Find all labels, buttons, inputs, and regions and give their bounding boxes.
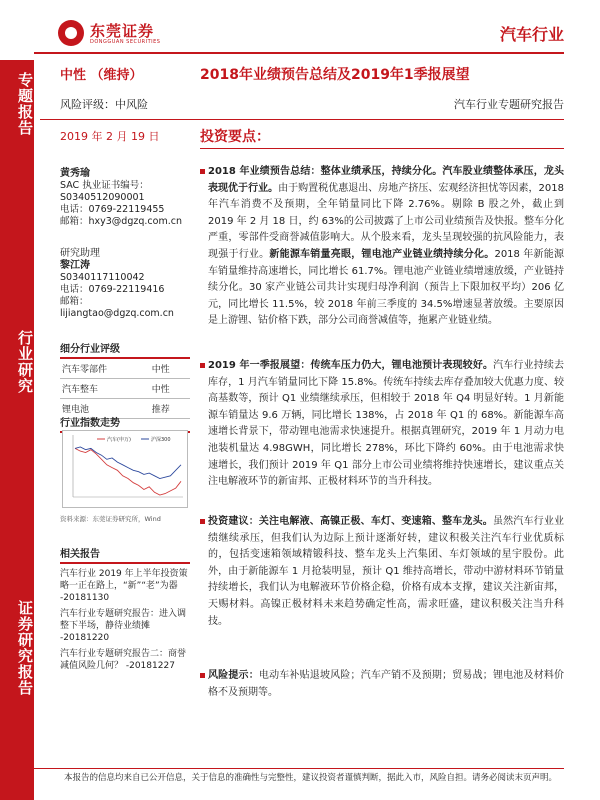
rating-label: 中性 （维持）	[60, 68, 143, 83]
logo-subtitle: DONGGUAN SECURITIES	[90, 39, 161, 45]
assistant-tel: 电话：0769-22119416	[60, 284, 165, 295]
sub-rating-value: 推荐	[150, 399, 190, 419]
point-block-advice	[208, 514, 564, 630]
point-block-q1	[208, 358, 564, 491]
related-report-link[interactable]: 汽车行业专题研究报告：进入调整下半场，静待业绩摊 -20181220	[60, 609, 187, 643]
header-divider	[34, 52, 564, 54]
side-label-securities-research: 证券研究报告	[16, 600, 34, 696]
bullet-icon	[200, 519, 205, 524]
table-row	[60, 379, 190, 399]
legend-hs300: 沪深300	[151, 437, 171, 443]
index-chart	[62, 430, 188, 508]
related-report-link[interactable]: 汽车行业 2019 年上半年投资策略一正在路上，“新”“老”为器 -20181130	[60, 569, 188, 603]
index-chart-svg	[63, 431, 187, 507]
risk-rating: 风险评级：中风险	[60, 98, 148, 111]
sub-rating-table	[60, 359, 190, 419]
point-body: 由于购置税优惠退出、房地产挤压、宏观经济担忧等因素，2018 年汽车消费不及预期，全年销量同比下降 2.76%。剔除 B 股之外，截止到 2019 年 2 月 18 日，约 63%的公司披露了上市公司业绩预告及快报。整车分化严重，零部件受商誉减值影响大。从个股来看，龙头呈现较强的抗风险能力，表现强于行业。	[208, 182, 565, 260]
related-section	[60, 545, 190, 676]
sub-rating-name: 锂电池	[60, 399, 150, 419]
point-lead: 投资建议：关注电解液、高镍正极、车灯、变速箱、整车龙头。	[208, 516, 493, 527]
point-paragraph	[208, 514, 564, 630]
point-paragraph	[208, 164, 564, 330]
legend-auto: 汽车(申万)	[107, 437, 131, 443]
logo-name: 东莞证券	[90, 22, 155, 40]
related-report-link[interactable]: 汽车行业专题研究报告二：商誉减值风险几何？ -20181227	[60, 649, 187, 671]
sub-rating-value: 中性	[150, 359, 190, 379]
chart-legend	[97, 436, 171, 443]
point-lead: 2019 年一季报展望：传统车压力仍大，锂电池预计表现较好。	[208, 360, 494, 371]
bullet-icon	[200, 673, 205, 678]
point-paragraph	[208, 358, 564, 491]
analyst-name: 黄秀瑜	[60, 168, 90, 179]
assistant-mail-label: 邮箱：	[60, 296, 89, 307]
analyst-cert: S0340512090001	[60, 192, 145, 203]
table-row	[60, 359, 190, 379]
assistant-block	[60, 248, 190, 320]
footer-disclaimer: 本报告的信息均来自已公开信息，关于信息的准确性与完整性，建议投资者谨慎判断，据此入市，风险自担。请务必阅读末页声明。	[64, 773, 558, 783]
footer-divider	[34, 768, 564, 769]
assistant-name: 黎江涛	[60, 260, 90, 271]
point-block-2018	[208, 164, 564, 330]
assistant-role: 研究助理	[60, 248, 100, 259]
bullet-icon	[200, 169, 205, 174]
analyst-block	[60, 168, 190, 228]
subheader-divider	[40, 119, 564, 120]
analyst-mail[interactable]: 邮箱：hxy3@dgzq.com.cn	[60, 216, 182, 227]
sub-rating-title: 细分行业评级	[60, 340, 190, 359]
point-body: 虽然汽车行业业绩继续承压，但我们认为边际上预计逐渐好转，建议积极关注汽车行业优质标的，包括变速箱领域精锻科技、整车龙头上汽集团、车灯领域的星宇股份。此外，由于新能源车 1 月抢装明显，预计 Q1 维持高增长，带动中游材料环节销量持续增长，我们认为电解液环节价格企稳，价格有成本支撑，建议关注新宙邦，天赐材料。高镍正极材料未来趋势确定性高，需求旺盛，建议积极关注当升科技。	[208, 516, 565, 627]
sub-rating-name: 汽车零部件	[60, 359, 150, 379]
point-paragraph	[208, 668, 564, 701]
assistant-cert: S0340117110042	[60, 272, 145, 283]
point-lead-2: 新能源车销量亮眼，锂电池产业链业绩持续分化。	[269, 248, 495, 260]
point-body-2: 2018 年新能源车销量维持高速增长，同比增长 61.7%。锂电池产业链业绩增速放缓，产业链持续分化。30 家产业链公司共计实现归母净利润（预告上下限加权平均）206 亿元，同比增长 11.5%，较 2018 年前三季度的 34.5%增速显著放缓。主要原因是上游锂、钴价格下跌，部分公司商誉减值等，拖累产业链业绩。	[208, 248, 565, 327]
bullet-icon	[200, 363, 205, 368]
investment-points-title: 投资要点：	[200, 129, 270, 145]
report-type: 汽车行业专题研究报告	[454, 98, 564, 111]
series-hs300	[75, 447, 181, 479]
index-chart-source: 资料来源：东莞证券研究所，Wind	[60, 515, 161, 523]
sub-rating-section	[60, 340, 190, 419]
assistant-mail[interactable]: lijiangtao@dgzq.com.cn	[60, 308, 174, 319]
sub-rating-value: 中性	[150, 379, 190, 399]
point-body: 电动车补贴退坡风险；汽车产销不及预期；贸易战；锂电池及材料价格不及预期等。	[208, 670, 565, 698]
index-chart-title: 行业指数走势	[60, 414, 190, 433]
side-label-special-report: 专题报告	[16, 72, 34, 136]
industry-title: 汽车行业	[499, 25, 564, 44]
point-lead: 风险提示：	[208, 670, 259, 681]
report-date: 2019 年 2 月 19 日	[60, 130, 160, 143]
analyst-cert-label: SAC 执业证书编号：	[60, 180, 149, 191]
side-label-industry-research: 行业研究	[16, 330, 34, 394]
sub-rating-name: 汽车整车	[60, 379, 150, 399]
related-title: 相关报告	[60, 545, 190, 564]
investment-points-divider	[200, 148, 564, 149]
report-title: 2018年业绩预告总结及2019年1季报展望	[200, 67, 470, 83]
series-auto	[75, 448, 181, 495]
point-lead: 2018 年业绩预告总结：整体业绩承压，持续分化。汽车股业绩整体承压，龙头表现优于行业。	[208, 166, 564, 194]
logo-icon	[58, 20, 84, 46]
analyst-tel: 电话：0769-22119455	[60, 204, 165, 215]
point-body: 汽车行业持续去库存，1 月汽车销量同比下降 15.8%。传统车持续去库存叠加较大优惠力度、较高基数等，预计 Q1 业绩继续承压，但相较于 2018 年 Q4 明显好转。1 月新能源车销量达 9.6 万辆，同比增长 138%，占 2018 年 Q1 的 68%。新能源车高速增长背景下，带动锂电池需求快速提升。根据真锂研究，2019 年 1 月动力电池装机量达 4.98GWH，同比增长 278%，环比下降约 60%。由于电池需求快速增长，我们预计 2019 年 Q1 部分上市公司业绩将维持快速增长，建议重点关注电解液环节的新宙邦、正极材料环节的当升科技。	[208, 360, 564, 488]
point-block-risk	[208, 668, 564, 701]
